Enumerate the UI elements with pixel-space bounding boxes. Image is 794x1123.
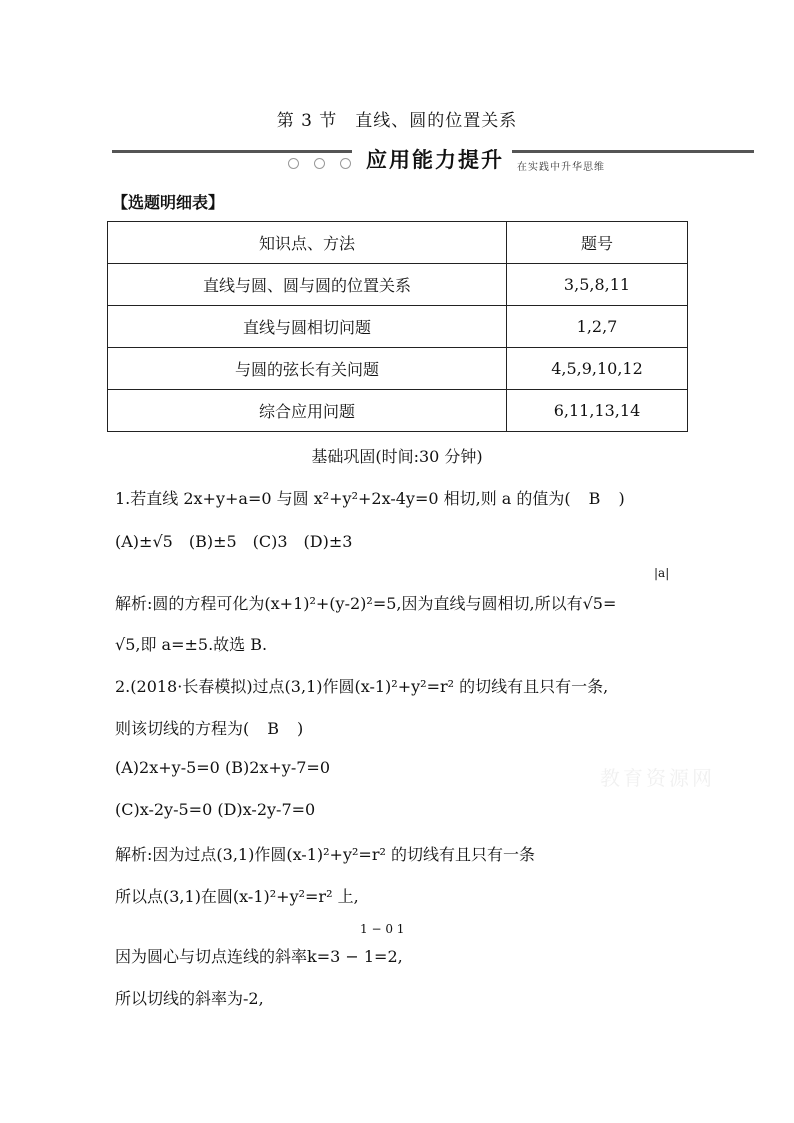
q2-options-cd: (C)x-2y-5=0 (D)x-2y-7=0	[115, 800, 316, 819]
section-title: 基础巩固(时间:30 分钟)	[311, 447, 483, 466]
banner-divider-left	[112, 150, 352, 153]
q1-options: (A)±√5 (B)±5 (C)3 (D)±3	[115, 532, 353, 551]
table-cell: 3,5,8,11	[507, 264, 688, 306]
table-cell: 与圆的弦长有关问题	[108, 348, 507, 390]
q1-stem-text: 1.若直线 2x+y+a=0 与圆 x²+y²+2x-4y=0 相切,则 a 的值为(	[115, 489, 571, 508]
table-row	[108, 390, 688, 432]
q1-stem	[115, 486, 625, 509]
table-row	[108, 306, 688, 348]
table-row	[108, 264, 688, 306]
table-cell: 1,2,7	[507, 306, 688, 348]
table-cell: 综合应用问题	[108, 390, 507, 432]
q2-solution-line3: 因为圆心与切点连线的斜率k=3 − 1=2,	[115, 947, 403, 966]
table-header-cell: 题号	[507, 222, 688, 264]
watermark: 教育资源网	[600, 766, 715, 790]
table-cell: 直线与圆、圆与圆的位置关系	[108, 264, 507, 306]
q2-stem-line1: 2.(2018·长春模拟)过点(3,1)作圆(x-1)²+y²=r² 的切线有且只有一条,	[115, 677, 609, 696]
q1-close: )	[618, 489, 625, 508]
table-cell: 4,5,9,10,12	[507, 348, 688, 390]
q2-close: )	[297, 719, 304, 738]
table-cell: 6,11,13,14	[507, 390, 688, 432]
q2-solution-line2: 所以点(3,1)在圆(x-1)²+y²=r² 上,	[115, 887, 359, 906]
banner-title: 应用能力提升	[366, 148, 504, 172]
q2-solution-line4: 所以切线的斜率为-2,	[115, 989, 264, 1008]
q2-solution-line1: 解析:因为过点(3,1)作圆(x-1)²+y²=r² 的切线有且只有一条	[115, 845, 535, 864]
q2-options-ab: (A)2x+y-5=0 (B)2x+y-7=0	[115, 758, 331, 777]
chapter-title: 第 3 节 直线、圆的位置关系	[276, 111, 518, 131]
detail-table	[107, 221, 688, 432]
table-caption: 【选题明细表】	[112, 193, 225, 212]
table-header-row	[108, 222, 688, 264]
q1-solution-line2: √5,即 a=±5.故选 B.	[115, 635, 268, 654]
banner-subtitle: 在实践中升华思维	[517, 162, 605, 173]
q1-answer: B	[588, 489, 601, 508]
q2-stem-text: 则该切线的方程为(	[115, 719, 250, 738]
q1-solution-line1: 解析:圆的方程可化为(x+1)²+(y-2)²=5,因为直线与圆相切,所以有√5=	[115, 594, 617, 613]
q2-stem-line2	[115, 716, 303, 739]
decor-circle-icon	[288, 158, 299, 169]
decor-circle-icon	[314, 158, 325, 169]
q2-answer: B	[267, 719, 280, 738]
q2-fraction-numerator: 1 − 0 1	[360, 922, 405, 936]
table-header-cell: 知识点、方法	[108, 222, 507, 264]
banner-divider-right	[512, 150, 754, 153]
q1-fraction-numerator: |a|	[654, 566, 670, 580]
table-row	[108, 348, 688, 390]
table-cell: 直线与圆相切问题	[108, 306, 507, 348]
decor-circle-icon	[340, 158, 351, 169]
